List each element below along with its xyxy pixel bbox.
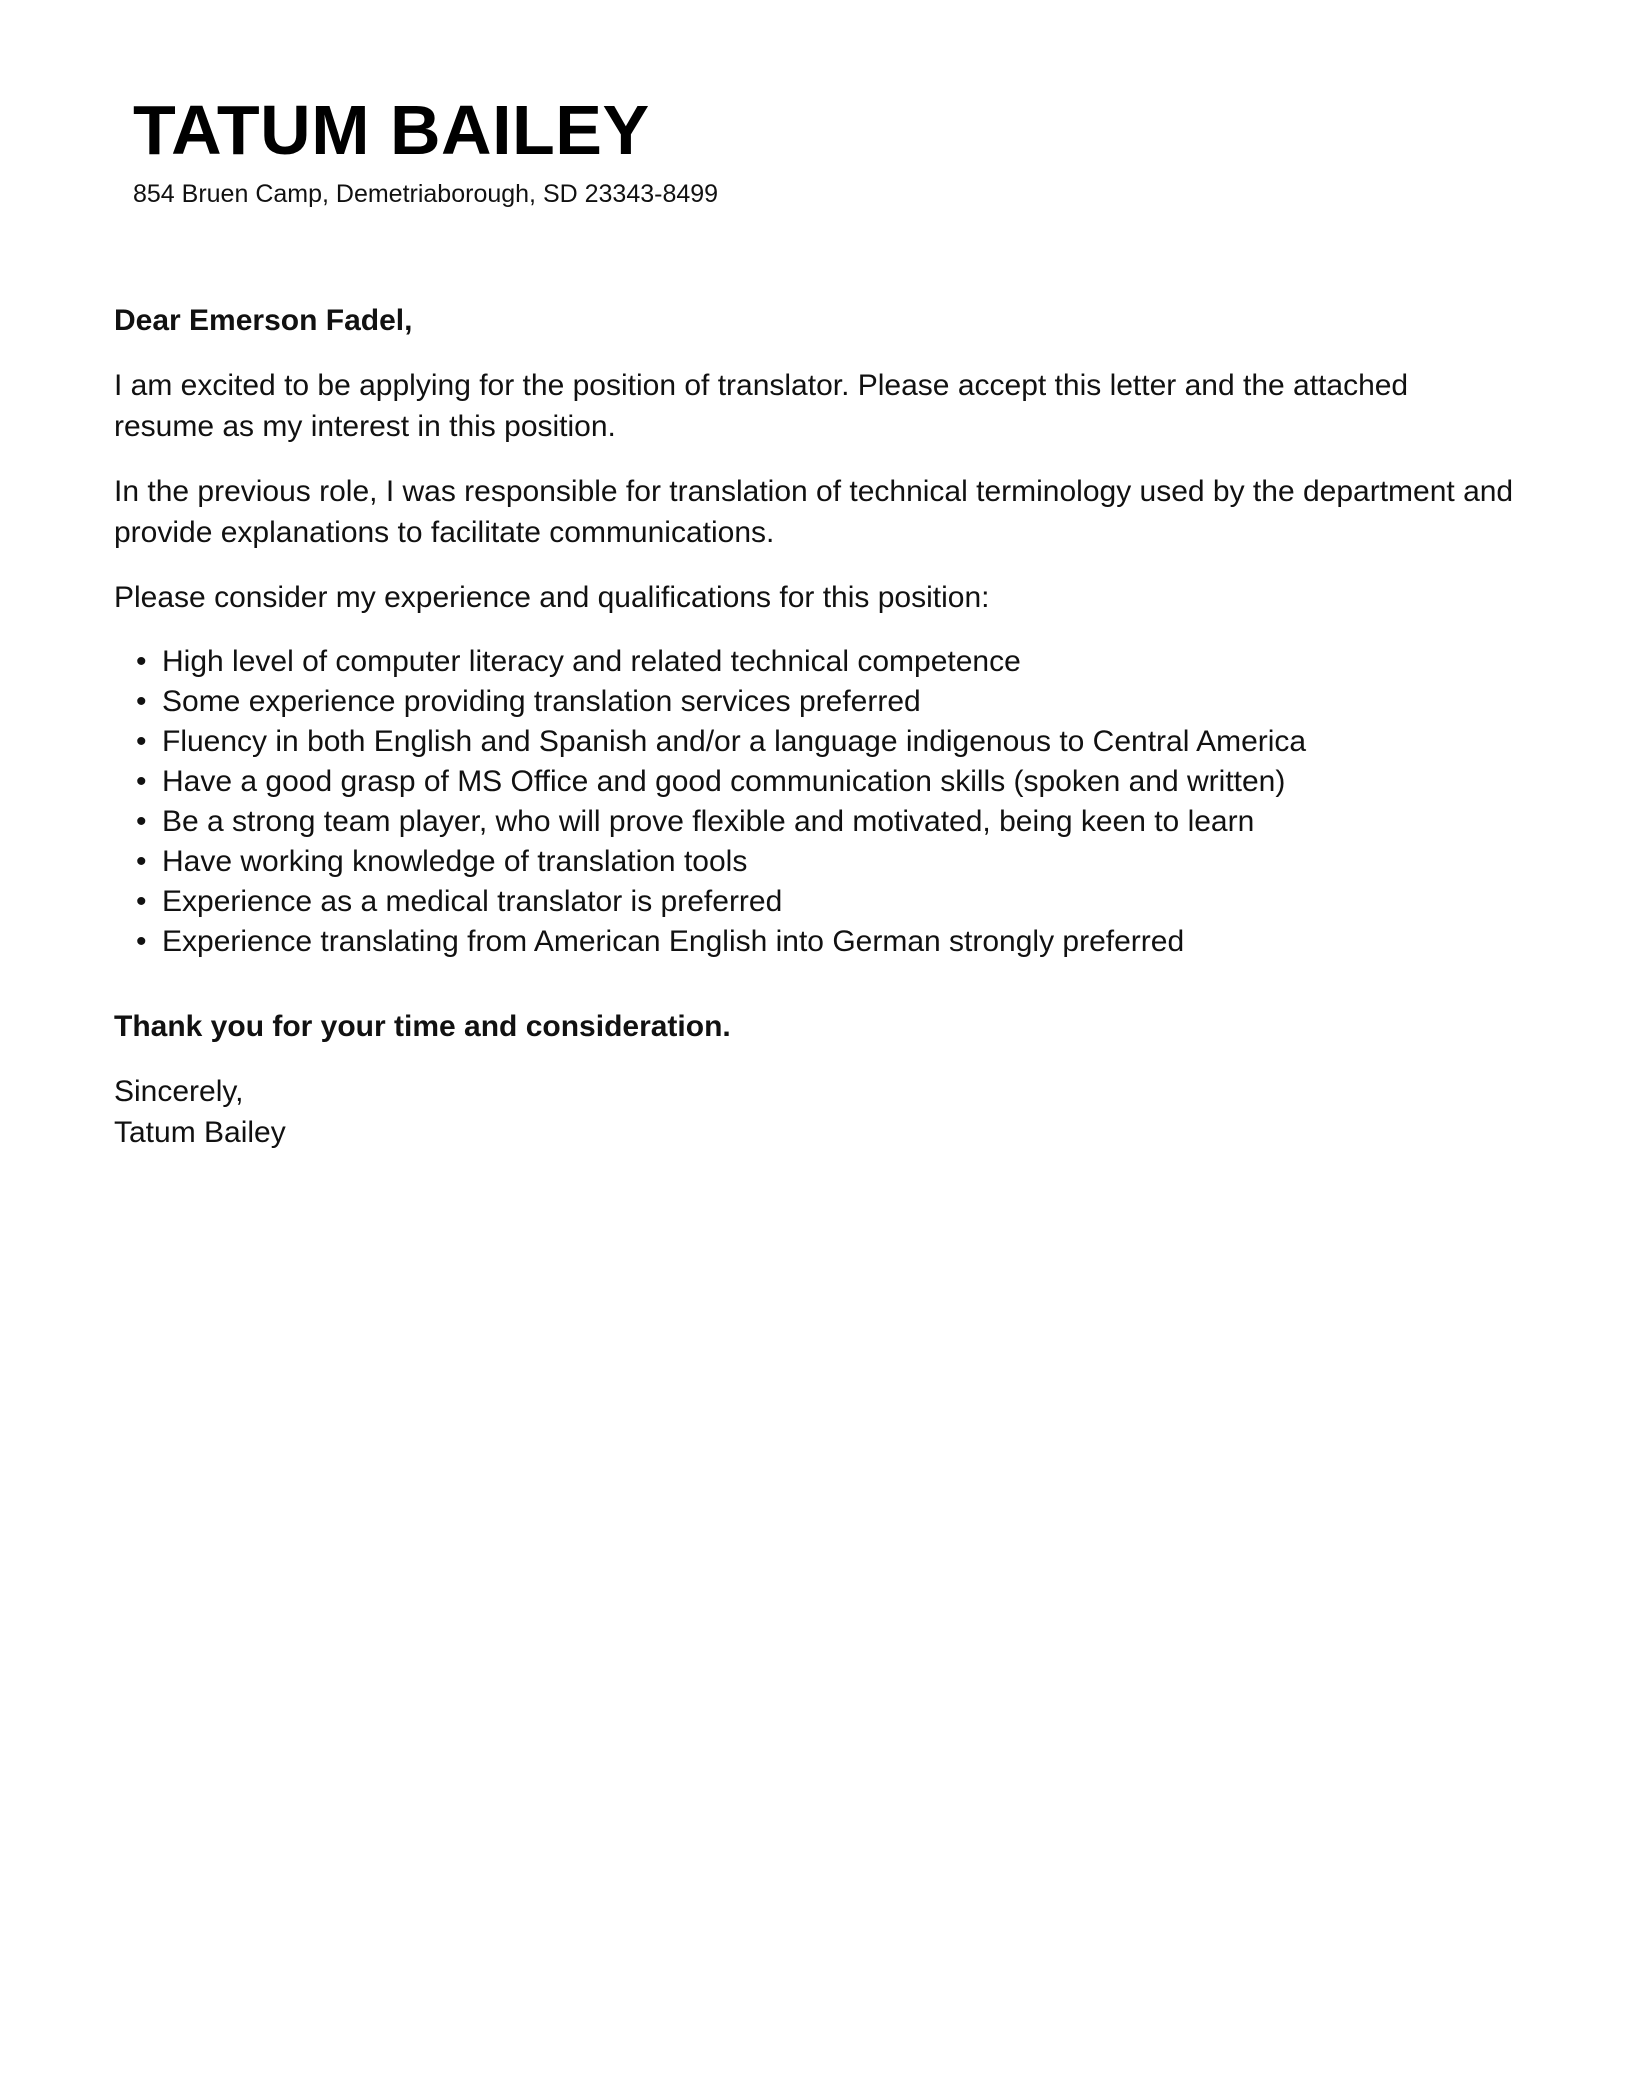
applicant-address: 854 Bruen Camp, Demetriaborough, SD 23343-8499	[133, 180, 719, 208]
bullet-icon: •	[136, 765, 147, 798]
experience-paragraph: In the previous role, I was responsible for translation of technical terminology used by the department and provide explanations to facilitate communications.	[114, 475, 1514, 549]
bullet-icon: •	[136, 805, 147, 838]
signature-name: Tatum Bailey	[114, 1116, 286, 1149]
list-item-text: Experience as a medical translator is preferred	[162, 885, 783, 918]
closing-line: Thank you for your time and consideration.	[114, 1010, 731, 1043]
list-item	[136, 722, 1514, 762]
qualifications-intro: Please consider my experience and qualifications for this position:	[114, 581, 990, 614]
list-item-text: Some experience providing translation services preferred	[162, 685, 921, 718]
list-item-text: Be a strong team player, who will prove flexible and motivated, being keen to learn	[162, 805, 1255, 838]
list-item	[136, 802, 1514, 842]
list-item-text: Experience translating from American English into German strongly preferred	[162, 925, 1185, 958]
signoff-word: Sincerely,	[114, 1075, 244, 1108]
list-item-text: Have working knowledge of translation tools	[162, 845, 748, 878]
signoff	[114, 1071, 1514, 1153]
letter-body	[114, 300, 1514, 1153]
bullet-icon: •	[136, 845, 147, 878]
list-item	[136, 762, 1514, 802]
list-item	[136, 842, 1514, 882]
list-item-text: Fluency in both English and Spanish and/or a language indigenous to Central America	[162, 725, 1307, 758]
list-item-text: High level of computer literacy and related technical competence	[162, 645, 1021, 678]
bullet-icon: •	[136, 645, 147, 678]
list-item	[136, 642, 1514, 682]
list-item-text: Have a good grasp of MS Office and good communication skills (spoken and written)	[162, 765, 1286, 798]
bullet-icon: •	[136, 925, 147, 958]
salutation: Dear Emerson Fadel,	[114, 304, 413, 337]
list-item	[136, 922, 1514, 962]
applicant-name: TATUM BAILEY	[133, 91, 650, 169]
list-item	[136, 682, 1514, 722]
bullet-icon: •	[136, 685, 147, 718]
qualifications-list	[114, 642, 1514, 962]
bullet-icon: •	[136, 885, 147, 918]
list-item	[136, 882, 1514, 922]
letter-header	[133, 88, 1533, 210]
bullet-icon: •	[136, 725, 147, 758]
intro-paragraph: I am excited to be applying for the position of translator. Please accept this letter and the attached resume as my interest in this position.	[114, 369, 1409, 443]
